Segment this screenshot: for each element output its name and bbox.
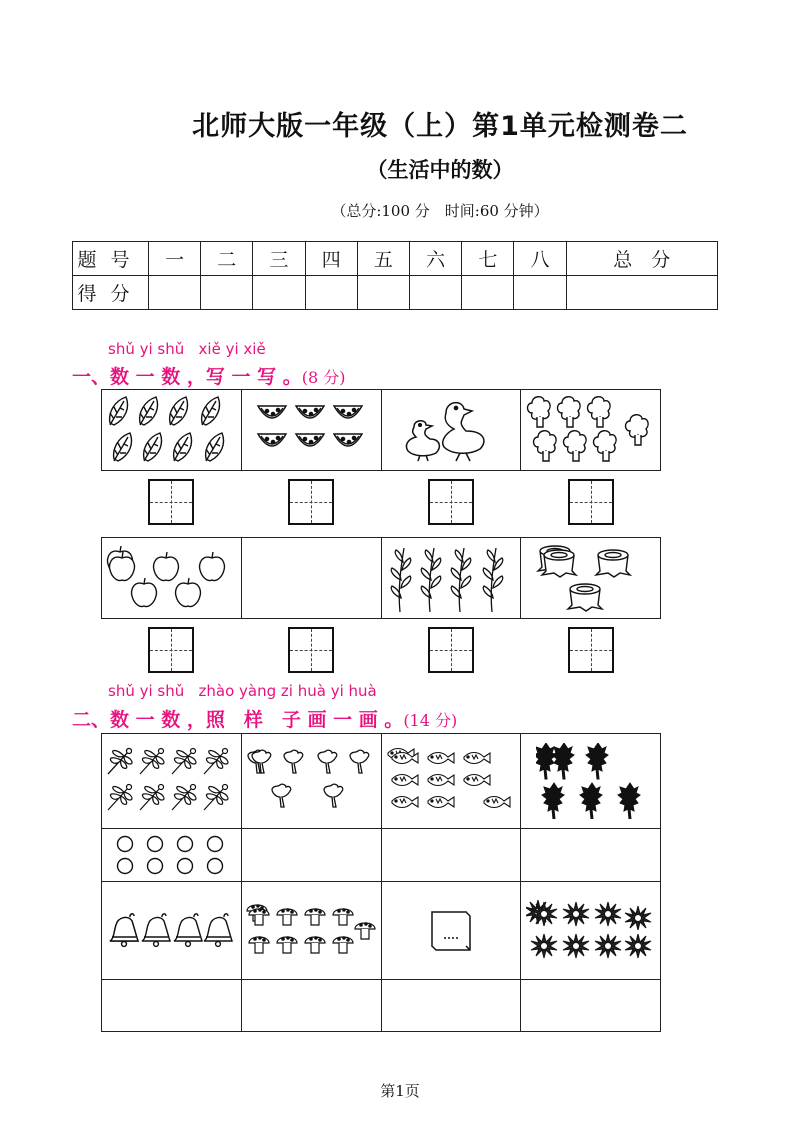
- answer-box[interactable]: [148, 479, 194, 525]
- page-number: 第1页: [380, 1082, 420, 1100]
- score-cell[interactable]: [357, 276, 409, 310]
- picture-cell: [521, 734, 660, 828]
- book-icon: [426, 908, 476, 954]
- circle-icon: [111, 833, 231, 877]
- branch-icon: [386, 542, 516, 614]
- section1-heading-text: 一、数 一 数 ，写 一 写 。: [72, 366, 302, 388]
- score-label: 得分: [73, 276, 149, 310]
- section2-points: (14 分): [403, 711, 458, 730]
- question-number-label: 题号: [73, 242, 149, 276]
- picture-cell: [382, 538, 522, 618]
- picture-cell-empty: [242, 538, 382, 618]
- score-col-4: 四: [305, 242, 357, 276]
- picture-cell: [521, 390, 660, 470]
- score-col-total: 总 分: [566, 242, 717, 276]
- answer-box[interactable]: [428, 479, 474, 525]
- score-cell[interactable]: [253, 276, 305, 310]
- drawing-cell[interactable]: [242, 828, 382, 881]
- bell-icon: [108, 911, 234, 951]
- mushroom-icon: [246, 901, 376, 961]
- score-cell[interactable]: [514, 276, 566, 310]
- section1-heading: [72, 362, 345, 389]
- leaf-icon: [106, 395, 236, 465]
- section2-pinyin: shǔ yi shǔ zhào yàng zi huà yi huà: [108, 682, 377, 700]
- score-col-1: 一: [149, 242, 201, 276]
- picture-cell: [102, 390, 242, 470]
- section1-points: (8 分): [301, 368, 346, 387]
- section1-picture-row-2: [101, 537, 661, 619]
- drawing-cell[interactable]: [242, 979, 382, 1031]
- dragonfly-icon: [106, 746, 236, 816]
- apple-icon: [106, 546, 236, 610]
- picture-cell: [102, 734, 242, 828]
- picture-cell: [382, 390, 522, 470]
- score-table: [72, 241, 718, 310]
- section2-picture-row-2: [101, 881, 661, 980]
- section2-drawing-row-1: [101, 828, 661, 882]
- section2-heading: [72, 705, 457, 732]
- drawing-cell[interactable]: [382, 828, 522, 881]
- score-cell[interactable]: [149, 276, 201, 310]
- answer-box[interactable]: [428, 627, 474, 673]
- score-col-3: 三: [253, 242, 305, 276]
- duck-icon: [396, 395, 506, 465]
- score-cell[interactable]: [201, 276, 253, 310]
- picture-cell: [521, 538, 660, 618]
- page-subtitle: （生活中的数）: [366, 158, 514, 182]
- fish-icon: [386, 747, 516, 815]
- section1-pinyin: shǔ yi shǔ xiě yi xiě: [108, 340, 266, 358]
- answer-box[interactable]: [148, 627, 194, 673]
- exam-meta: （总分:100 分 时间:60 分钟）: [331, 202, 549, 220]
- section1-picture-row-1: [101, 389, 661, 471]
- score-cell[interactable]: [566, 276, 717, 310]
- picture-cell: [102, 538, 242, 618]
- section2-picture-row-1: [101, 733, 661, 829]
- answer-box[interactable]: [568, 479, 614, 525]
- score-col-2: 二: [201, 242, 253, 276]
- answer-box[interactable]: [288, 627, 334, 673]
- watermelon-icon: [256, 400, 366, 460]
- drawing-cell[interactable]: [521, 979, 660, 1031]
- page-title: 北师大版一年级（上）第1单元检测卷二: [192, 111, 688, 142]
- drawing-cell[interactable]: [382, 979, 522, 1031]
- score-cell[interactable]: [410, 276, 462, 310]
- picture-cell: [382, 882, 522, 979]
- picture-cell: [242, 390, 382, 470]
- drawing-cell[interactable]: [102, 979, 242, 1031]
- flower-icon: [526, 900, 656, 962]
- picture-cell: [242, 734, 382, 828]
- score-col-6: 六: [410, 242, 462, 276]
- picture-cell: [102, 882, 242, 979]
- score-col-5: 五: [357, 242, 409, 276]
- picture-cell: [242, 882, 382, 979]
- drawing-cell[interactable]: [521, 828, 660, 881]
- section2-drawing-row-2: [101, 979, 661, 1032]
- score-cell[interactable]: [305, 276, 357, 310]
- answer-box[interactable]: [568, 627, 614, 673]
- example-cell: [102, 828, 242, 881]
- picture-cell: [521, 882, 660, 979]
- score-cell[interactable]: [462, 276, 514, 310]
- stump-icon: [536, 543, 646, 613]
- answer-box[interactable]: [288, 479, 334, 525]
- ginkgo-leaf-icon: [246, 749, 376, 813]
- section2-heading-text: 二、数 一 数 ，照 样 子 画 一 画 。: [72, 709, 404, 731]
- score-col-8: 八: [514, 242, 566, 276]
- score-col-7: 七: [462, 242, 514, 276]
- tree-icon: [526, 395, 656, 465]
- pine-icon: [536, 743, 646, 819]
- picture-cell: [382, 734, 522, 828]
